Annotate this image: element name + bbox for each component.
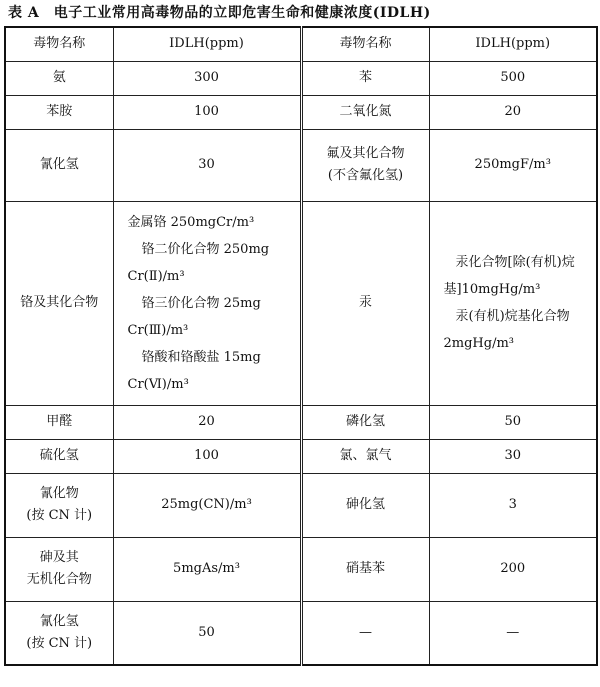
table-caption: 表 A 电子工业常用高毒物品的立即危害生命和健康浓度(IDLH) [8,5,431,21]
idlh-value: 5mgAs/m³ [113,537,301,601]
substance-name: — [301,601,429,665]
table-row [5,473,597,537]
idlh-value-line: 铬三价化合物 25mg [141,295,261,311]
substance-name: 氨 [5,61,113,95]
header-idlh-left: IDLH(ppm) [113,27,301,61]
idlh-value-line: 铬二价化合物 250mg [141,241,270,257]
idlh-table [4,26,598,666]
idlh-value: 20 [113,405,301,439]
idlh-value: 100 [113,95,301,129]
substance-name-line: 氰化物 [39,486,79,501]
table-row [5,61,597,95]
idlh-value-line: 基]10mgHg/m³ [443,282,541,297]
substance-name: 铬及其化合物 [5,201,113,405]
idlh-value-line: 铬酸和铬酸盐 15mg [141,349,261,365]
idlh-value-block [429,201,597,405]
idlh-value: 100 [113,439,301,473]
idlh-value: 20 [429,95,597,129]
table-row [5,601,597,665]
idlh-value: 300 [113,61,301,95]
substance-name: 二氧化氮 [301,95,429,129]
substance-name: 砷化氢 [301,473,429,537]
idlh-value: — [429,601,597,665]
substance-name [5,537,113,601]
substance-name-line: 氟及其化合物 [326,146,405,161]
idlh-value-line: Cr(Ⅲ)/m³ [127,322,189,338]
substance-name: 硫化氢 [5,439,113,473]
header-name-right: 毒物名称 [301,27,429,61]
substance-name [301,129,429,201]
substance-name: 甲醛 [5,405,113,439]
substance-name: 磷化氢 [301,405,429,439]
idlh-value: 25mg(CN)/m³ [113,473,301,537]
substance-name-line: 砷及其 [39,550,79,565]
table-row [5,129,597,201]
table-row [5,95,597,129]
idlh-value: 30 [429,439,597,473]
substance-name: 硝基苯 [301,537,429,601]
table-row [5,405,597,439]
substance-name-line: (按 CN 计) [26,635,93,651]
substance-name-line: 无机化合物 [26,572,92,587]
table-row [5,201,597,405]
idlh-value: 3 [429,473,597,537]
idlh-value: 50 [113,601,301,665]
header-idlh-right: IDLH(ppm) [429,27,597,61]
idlh-value: 250mgF/m³ [429,129,597,201]
table-row [5,537,597,601]
substance-name: 氯、氯气 [301,439,429,473]
substance-name [5,473,113,537]
substance-name: 苯胺 [5,95,113,129]
table-row [5,439,597,473]
idlh-value: 200 [429,537,597,601]
substance-name: 苯 [301,61,429,95]
idlh-value-line: Cr(Ⅱ)/m³ [127,268,185,284]
idlh-value: 30 [113,129,301,201]
substance-name: 氰化氢 [5,129,113,201]
idlh-value-line: Cr(Ⅵ)/m³ [127,376,189,392]
idlh-value-block [113,201,301,405]
substance-name [5,601,113,665]
idlh-value: 50 [429,405,597,439]
header-name-left: 毒物名称 [5,27,113,61]
substance-name-line: (按 CN 计) [26,508,93,523]
idlh-value-line: 汞化合物[除(有机)烷 [455,255,575,270]
idlh-value-line: 金属铬 250mgCr/m³ [127,214,255,230]
table-header-row [5,27,597,61]
idlh-value: 500 [429,61,597,95]
idlh-value-line: 汞(有机)烷基化合物 [455,309,570,324]
substance-name: 汞 [301,201,429,405]
idlh-value-line: 2mgHg/m³ [443,336,514,351]
substance-name-line: (不含氟化氢) [327,168,404,183]
substance-name-line: 氰化氢 [39,613,79,629]
